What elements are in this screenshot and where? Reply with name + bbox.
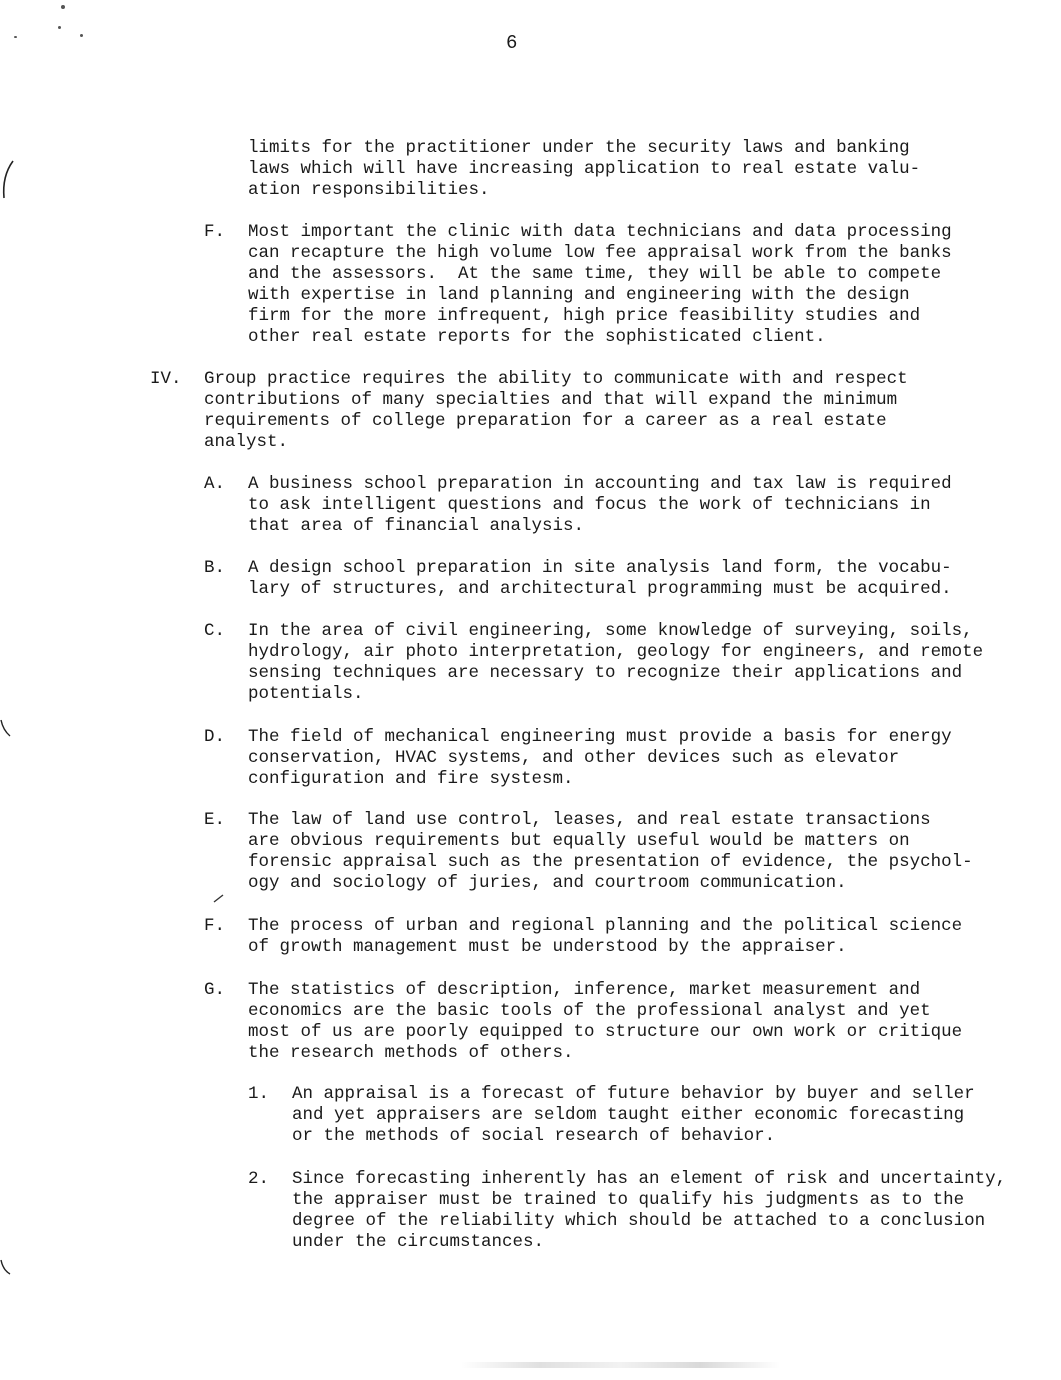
section-marker: IV. [150,369,182,389]
item-marker: A. [204,474,226,494]
item-marker: B. [204,558,226,578]
scan-noise [460,1362,780,1368]
pen-mark [212,892,226,904]
item-text: The statistics of description, inference, market measurement and economics are the basic tools of the professional analyst and yet most of us are poorly equipped to structure our own work or critique the research methods of others. [248,980,963,1063]
item-marker: C. [204,621,226,641]
scan-speck [61,5,65,9]
item-text: The field of mechanical engineering must provide a basis for energy conservation, HVAC systems, and other devices such as elevator configuration and fire systesm. [248,727,952,789]
margin-bracket-mark [0,160,14,202]
scan-speck [80,34,83,37]
subitem-text: An appraisal is a forecast of future behavior by buyer and seller and yet appraisers are seldom taught either economic forecasting or the methods of social research of behavior. [292,1084,975,1146]
item-marker: G. [204,980,226,1000]
item-text: Most important the clinic with data technicians and data processing can recapture the high volume low fee appraisal work from the banks and the assessors. At the same time, they will be able to compete with expertise in land planning and engineering with the design firm for the more infrequent, high price feasibility studies and other real estate reports for the sophisticated client. [248,222,952,347]
item-marker: D. [204,727,226,747]
margin-tick-mark [0,718,12,738]
item-text: In the area of civil engineering, some knowledge of surveying, soils, hydrology, air photo interpretation, geology for engineers, and remote sensing techniques are necessary to recognize their applications and potentials. [248,621,984,704]
item-text: A design school preparation in site analysis land form, the vocabu- lary of structures, and architectural programming must be acquired. [248,558,952,599]
subitem-marker: 1. [248,1084,270,1104]
item-text: A business school preparation in accounting and tax law is required to ask intelligent questions and focus the work of technicians in that area of financial analysis. [248,474,952,536]
subitem-marker: 2. [248,1169,270,1189]
item-marker: E. [204,810,226,830]
page-number: 6 [506,32,518,54]
scan-speck [58,26,61,29]
item-text: The law of land use control, leases, and real estate transactions are obvious requirements but equally useful would be matters on forensic appraisal such as the presentation of evidence, the psychol- ogy and sociology of juries, and courtroom communication. [248,810,973,893]
item-text: The process of urban and regional planning and the political science of growth management must be understood by the appraiser. [248,916,963,957]
item-marker: F. [204,916,226,936]
margin-tick-mark [0,1258,12,1276]
scan-speck [14,36,17,38]
section-text: Group practice requires the ability to communicate with and respect contributions of many specialties and that will expand the minimum requirements of college preparation for a career as a real estate analyst. [204,369,908,452]
subitem-text: Since forecasting inherently has an element of risk and uncertainty, the appraiser must be trained to qualify his judgments as to the degree of the reliability which should be attached to a conclusion under the circumstances. [292,1169,1007,1252]
paragraph-continuation: limits for the practitioner under the security laws and banking laws which will have increasing application to real estate valu- ation responsibilities. [248,138,921,200]
item-marker: F. [204,222,226,242]
